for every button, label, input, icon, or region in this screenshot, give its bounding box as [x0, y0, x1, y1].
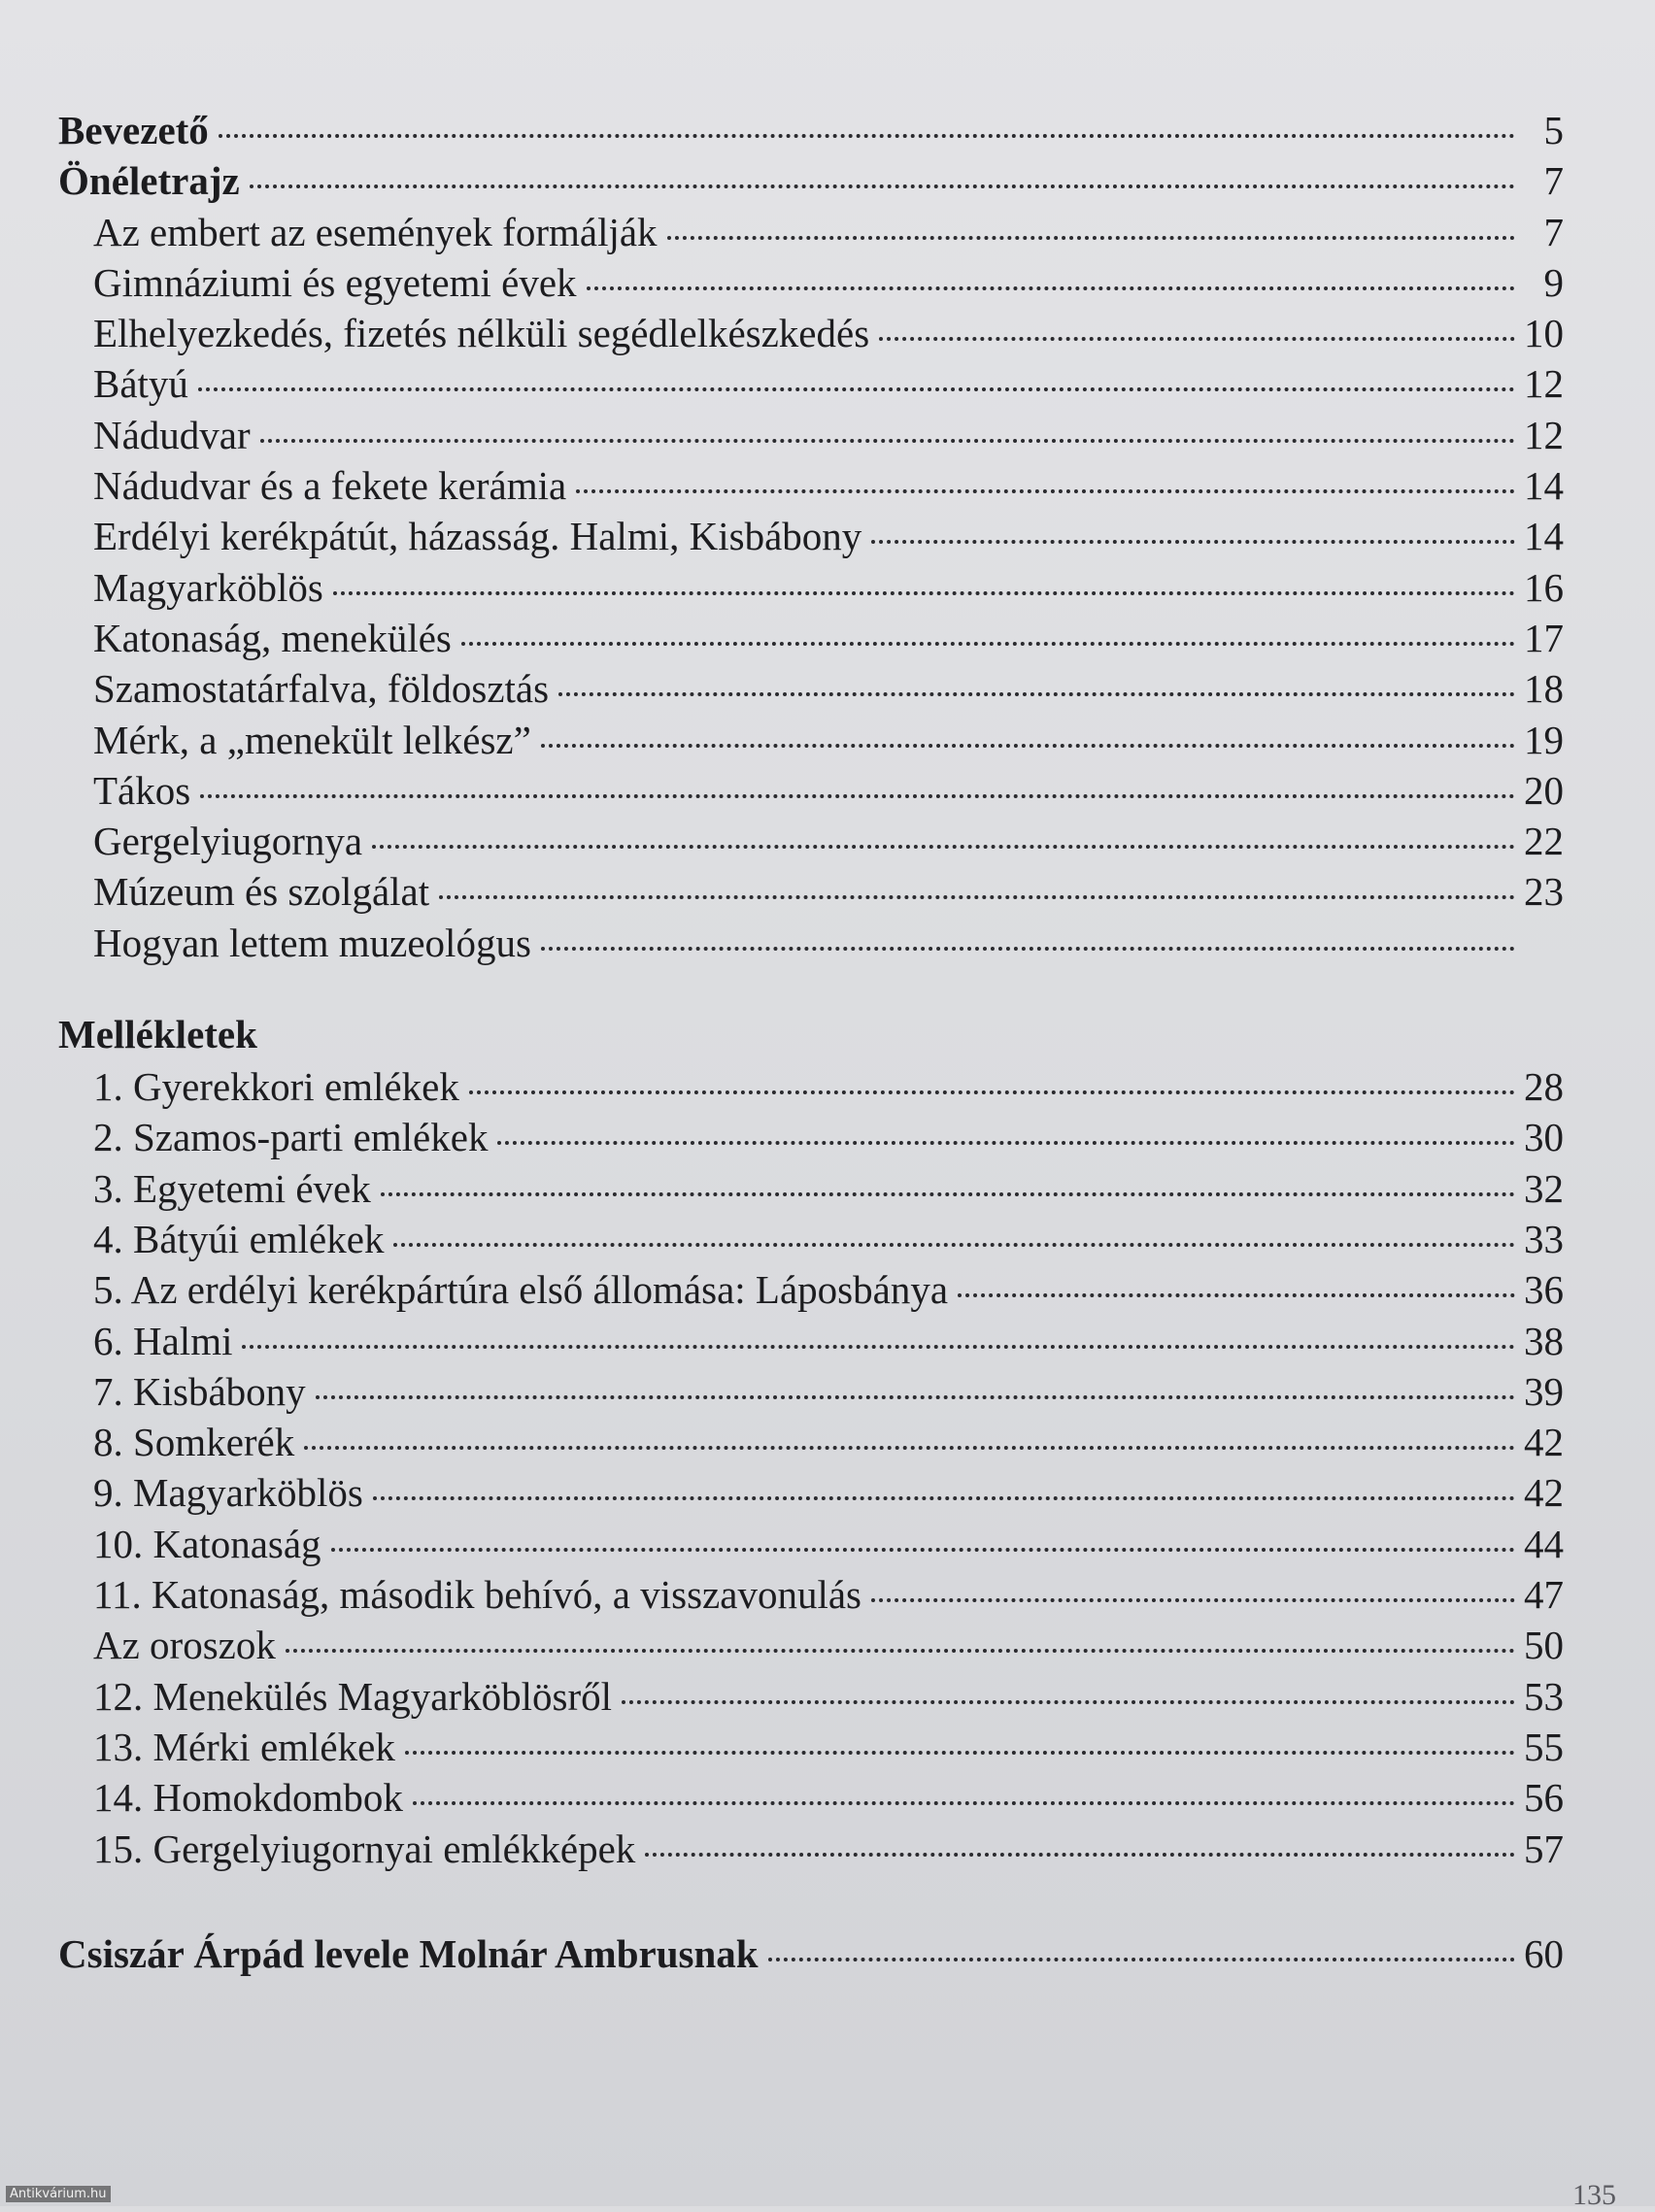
dot-leader [200, 794, 1515, 798]
entry-page: 36 [1524, 1267, 1564, 1313]
toc-subentry [58, 207, 1564, 257]
entry-title: Mérk, a „menekült lelkész” [93, 717, 531, 762]
toc-subentry [58, 410, 1564, 460]
entry-title: Önéletrajz [58, 158, 240, 204]
toc-subentry [58, 1112, 1564, 1162]
entry-title: 4. Bátyúi emlékek [93, 1216, 385, 1261]
entry-page: 42 [1524, 1470, 1564, 1516]
entry-title: 12. Menekülés Magyarköblösről [93, 1673, 613, 1719]
toc-subentry [58, 511, 1564, 561]
entry-page: 32 [1524, 1165, 1564, 1211]
entry-title: 6. Halmi [93, 1318, 233, 1363]
toc-subentry [58, 1569, 1564, 1620]
dot-leader [576, 489, 1515, 493]
dot-leader [768, 1958, 1515, 1961]
dot-leader [219, 134, 1515, 138]
dot-leader [316, 1395, 1515, 1399]
page-number-corner: 135 [1572, 2179, 1616, 2211]
dot-leader [541, 947, 1515, 951]
entry-page: 17 [1524, 615, 1564, 660]
entry-title: Nádudvar és a fekete kerámia [93, 463, 567, 509]
entry-page: 42 [1524, 1420, 1564, 1465]
entry-page: 16 [1524, 564, 1564, 610]
watermark-label: Antikvárium.hu [6, 2186, 111, 2202]
entry-page: 28 [1524, 1064, 1564, 1110]
entry-page: 18 [1524, 666, 1564, 712]
toc-subentry [58, 816, 1564, 866]
entry-title: Tákos [93, 767, 191, 813]
toc-subentry [58, 918, 1564, 968]
entry-title: Csiszár Árpád levele Molnár Ambrusnak [58, 1930, 759, 1976]
entry-title: Elhelyezkedés, fizetés nélküli segédlelkészkedés [93, 311, 870, 356]
toc-entry-letter [58, 1928, 1564, 1979]
table-of-contents [58, 105, 1564, 1979]
entry-page: 57 [1524, 1826, 1564, 1871]
entry-page: 12 [1524, 412, 1564, 457]
entry-title: Múzeum és szolgálat [93, 869, 430, 915]
entry-page: 22 [1524, 819, 1564, 864]
entry-page: 9 [1543, 259, 1564, 305]
entry-page: 60 [1524, 1930, 1564, 1976]
dot-leader [439, 895, 1515, 899]
dot-leader [558, 692, 1515, 696]
entry-page: 12 [1524, 361, 1564, 407]
entry-title: Erdélyi kerékpátút, házasság. Halmi, Kisbábony [93, 514, 862, 559]
entry-page: 7 [1543, 158, 1564, 204]
spacer [58, 1874, 1564, 1928]
entry-title: 9. Magyarköblös [93, 1470, 363, 1516]
toc-subentry [58, 562, 1564, 613]
dot-leader [304, 1446, 1515, 1450]
dot-leader [958, 1293, 1515, 1297]
entry-page: 19 [1524, 717, 1564, 762]
memoir-subentries [58, 207, 1564, 968]
entry-title: Bátyú [93, 361, 188, 407]
toc-subentry [58, 1316, 1564, 1366]
dot-leader [393, 1243, 1515, 1247]
toc-subentry [58, 1061, 1564, 1112]
toc-subentry [58, 765, 1564, 816]
appendix-entries [58, 1061, 1564, 1874]
entry-title: Katonaság, menekülés [93, 615, 452, 660]
entry-title: Bevezető [58, 108, 209, 152]
toc-subentry [58, 1417, 1564, 1467]
appendix-heading: Mellékletek [58, 1012, 257, 1057]
toc-subentry [58, 1264, 1564, 1315]
dot-leader [461, 642, 1515, 646]
toc-subentry [58, 1722, 1564, 1772]
toc-subentry [58, 613, 1564, 663]
entry-page: 55 [1524, 1724, 1564, 1769]
dot-leader [286, 1649, 1515, 1653]
dot-leader [198, 387, 1515, 391]
entry-title: Szamostatárfalva, földosztás [93, 666, 550, 712]
dot-leader [469, 1090, 1515, 1094]
dot-leader [541, 744, 1515, 748]
entry-page: 23 [1524, 869, 1564, 915]
dot-leader [413, 1801, 1515, 1805]
toc-subentry [58, 1163, 1564, 1214]
toc-subentry [58, 663, 1564, 714]
dot-leader [331, 1548, 1515, 1552]
dot-leader [622, 1700, 1515, 1704]
entry-page: 47 [1524, 1572, 1564, 1618]
entry-title: Gergelyiugornya [93, 819, 363, 864]
dot-leader [372, 845, 1515, 849]
entry-page: 5 [1543, 108, 1564, 152]
toc-subentry [58, 1519, 1564, 1569]
entry-title: 14. Homokdombok [93, 1775, 403, 1821]
entry-page: 39 [1524, 1368, 1564, 1414]
entry-title: 11. Katonaság, második behívó, a visszavonulás [93, 1572, 861, 1618]
toc-subentry [58, 1214, 1564, 1264]
dot-leader [381, 1192, 1515, 1196]
dot-leader [373, 1496, 1515, 1500]
dot-leader [242, 1345, 1515, 1349]
dot-leader [333, 591, 1515, 595]
entry-title: 10. Katonaság [93, 1521, 321, 1566]
entry-title: Gimnáziumi és egyetemi évek [93, 259, 577, 305]
entry-title: 8. Somkerék [93, 1420, 295, 1465]
dot-leader [645, 1853, 1515, 1857]
toc-entry-intro [58, 105, 1564, 155]
dot-leader [871, 1598, 1515, 1602]
toc-subentry [58, 257, 1564, 308]
toc-subentry [58, 1772, 1564, 1823]
toc-subentry [58, 1366, 1564, 1417]
dot-leader [879, 337, 1515, 341]
entry-page: 38 [1524, 1318, 1564, 1363]
toc-subentry [58, 1620, 1564, 1670]
entry-page: 53 [1524, 1673, 1564, 1719]
entry-title: 13. Mérki emlékek [93, 1724, 395, 1769]
entry-title: Az oroszok [93, 1623, 276, 1668]
toc-subentry [58, 866, 1564, 917]
dot-leader [667, 236, 1515, 240]
toc-entry-memoir [58, 155, 1564, 206]
entry-title: Hogyan lettem muzeológus [93, 920, 531, 965]
entry-title: Az embert az események formálják [93, 209, 658, 254]
spacer [58, 968, 1564, 1007]
toc-subentry [58, 1467, 1564, 1518]
entry-title: 5. Az erdélyi kerékpártúra első állomása: Láposbánya [93, 1267, 949, 1313]
entry-title: 3. Egyetemi évek [93, 1165, 371, 1211]
entry-page: 20 [1524, 767, 1564, 813]
toc-subentry [58, 1824, 1564, 1874]
entry-page: 30 [1524, 1115, 1564, 1160]
toc-subentry [58, 1671, 1564, 1722]
entry-page: 56 [1524, 1775, 1564, 1821]
toc-subentry [58, 358, 1564, 409]
dot-leader [260, 439, 1515, 443]
entry-title: Magyarköblös [93, 564, 323, 610]
entry-title: 2. Szamos-parti emlékek [93, 1115, 489, 1160]
toc-subentry [58, 460, 1564, 511]
dot-leader [587, 286, 1515, 290]
dot-leader [250, 184, 1515, 188]
entry-page: 33 [1524, 1216, 1564, 1261]
entry-title: 1. Gyerekkori emlékek [93, 1064, 459, 1110]
entry-title: 7. Kisbábony [93, 1368, 306, 1414]
dot-leader [497, 1141, 1515, 1145]
toc-subentry [58, 308, 1564, 358]
entry-page: 50 [1524, 1623, 1564, 1668]
entry-page: 10 [1524, 311, 1564, 356]
entry-page: 14 [1524, 463, 1564, 509]
entry-title: 15. Gergelyiugornyai emlékképek [93, 1826, 636, 1871]
entry-page: 14 [1524, 514, 1564, 559]
entry-page: 44 [1524, 1521, 1564, 1566]
dot-leader [871, 540, 1515, 544]
entry-page: 7 [1543, 209, 1564, 254]
entry-title: Nádudvar [93, 412, 251, 457]
dot-leader [405, 1751, 1515, 1755]
toc-subentry [58, 715, 1564, 765]
